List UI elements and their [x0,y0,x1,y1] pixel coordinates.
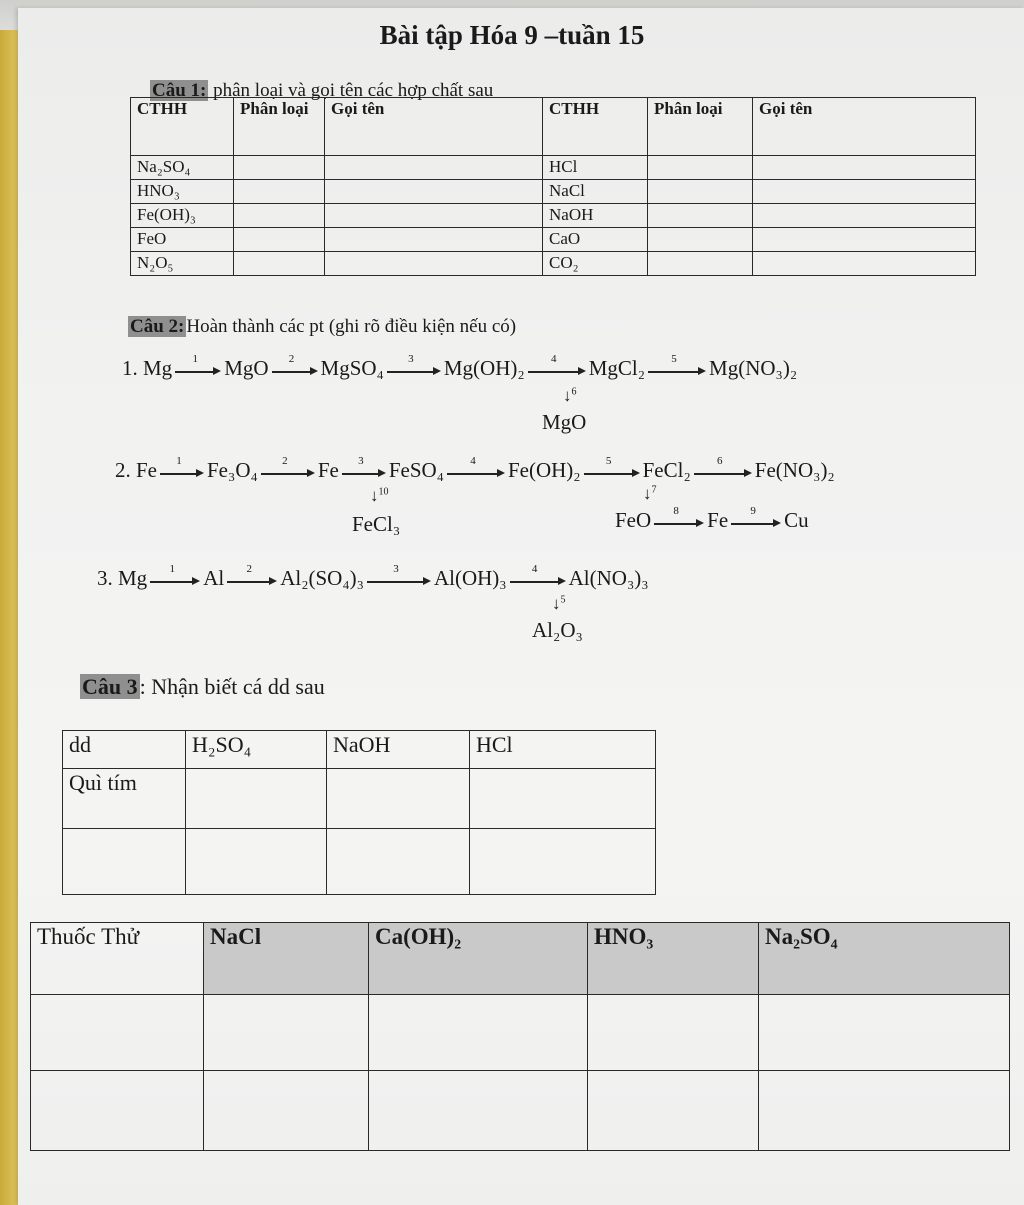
step-number: 6 [717,455,723,468]
eq1-branch-product: MgO [542,410,587,434]
step-number: 1 [169,563,175,576]
eq3-species: Al [203,566,225,590]
q1-answer-cell[interactable] [234,252,325,276]
q3t1-row-label: Quì tím [63,769,186,829]
step-number: 3 [358,455,364,468]
q3t2-answer-cell[interactable] [369,1071,588,1151]
q3t1-header: NaOH [327,731,470,769]
eq2-branch-species: Fe [707,508,729,532]
q1-answer-cell[interactable] [234,228,325,252]
reaction-arrow [150,563,200,587]
reaction-arrow [510,563,566,587]
step-number: 4 [531,563,538,576]
eq1-species: MgCl₂ [588,356,646,380]
q1-answer-cell[interactable] [648,180,753,204]
q1-tag: Câu 1: [152,80,207,101]
eq1-label: 1. [122,356,138,380]
q3t2-answer-cell[interactable] [588,995,759,1071]
reaction-arrow [584,455,640,479]
q1-formula-cell: Fe(OH)₃ [131,204,234,228]
q1-answer-cell[interactable] [234,204,325,228]
q1-formula-cell: HNO₃ [131,180,234,204]
reaction-arrow [528,353,586,377]
q2-heading [128,316,516,338]
eq1-species: MgSO₄ [320,356,384,380]
q1-header-name-left: Gọi tên [325,98,543,156]
q1-answer-cell[interactable] [753,180,976,204]
reaction-arrow [272,353,318,377]
q1-formula-cell: NaOH [543,204,648,228]
reaction-arrow [731,505,781,529]
eq2-species: FeSO₄ [388,458,444,482]
step-number: 8 [673,505,679,518]
eq3-species: Al(OH)₃ [433,566,507,590]
q1-formula-cell: HCl [543,156,648,180]
q3t1-header: H₂SO₄ [186,731,327,769]
q3-text: : Nhận biết cá dd sau [139,674,325,699]
eq2-label: 2. [115,458,131,482]
q3t2-answer-cell[interactable] [588,1071,759,1151]
step-number: 4 [550,353,557,366]
reaction-arrow [694,455,752,479]
q1-answer-cell[interactable] [234,156,325,180]
eq1-species: Mg [143,356,173,380]
q3t1-answer-cell[interactable] [470,769,656,829]
q1-header-name-right: Gọi tên [753,98,976,156]
page-title: Bài tập Hóa 9 –tuần 15 [379,20,645,50]
eq3-branch-arrow: ↓$^5$ [552,594,566,613]
step-number: 9 [750,505,756,518]
reaction-arrow [261,455,315,479]
q3t2-answer-cell[interactable] [204,995,369,1071]
eq3-species: Al(NO₃)₃ [568,566,649,590]
q2-text: Hoàn thành các pt (ghi rõ điều kiện nếu có) [186,316,517,337]
q1-answer-cell[interactable] [325,204,543,228]
q3t2-answer-cell[interactable] [31,1071,204,1151]
step-number: 5 [560,594,566,606]
q3t2-header: HNO₃ [588,923,759,995]
reaction-arrow [387,353,441,377]
q1-answer-cell[interactable] [648,228,753,252]
equation-3 [97,563,649,591]
q1-formula-cell: Na₂SO₄ [131,156,234,180]
eq3-species: Al₂(SO₄)₃ [280,566,364,590]
step-number: 4 [470,455,476,468]
q1-answer-cell[interactable] [234,180,325,204]
eq2-species: Fe(NO₃)₂ [754,458,835,482]
q1-answer-cell[interactable] [753,228,976,252]
q1-table [130,97,976,276]
eq2-species: Fe(OH)₂ [507,458,581,482]
eq2-branch1-product: FeCl₃ [352,512,401,536]
eq2-species: Fe₃O₄ [207,458,258,482]
step-number: 1 [192,353,198,366]
q1-header-formula-left: CTHH [131,98,234,156]
step-number: 3 [393,563,399,576]
q3t1-answer-cell[interactable] [63,829,186,895]
step-number: 2 [282,455,288,468]
q1-answer-cell[interactable] [753,204,976,228]
q1-formula-cell: NaCl [543,180,648,204]
q1-text: phân loại và gọi tên các hợp chất sau [208,80,494,101]
q3t1-answer-cell[interactable] [186,829,327,895]
q1-formula-cell: N₂O₅ [131,252,234,276]
q1-header-class-right: Phân loại [648,98,753,156]
q3t1-answer-cell[interactable] [327,829,470,895]
q1-answer-cell[interactable] [648,204,753,228]
q3t2-header: Ca(OH)₂ [369,923,588,995]
eq1-branch-arrow: ↓$^6$ [563,386,577,405]
q1-formula-cell: CO₂ [543,252,648,276]
eq2-species: FeCl₂ [642,458,691,482]
q3t2-answer-cell[interactable] [759,1071,1010,1151]
q3-heading [80,674,325,700]
q3t2-header: Thuốc Thử [31,923,204,995]
step-number: 1 [176,455,182,468]
q1-formula-cell: CaO [543,228,648,252]
q1-header-class-left: Phân loại [234,98,325,156]
q1-answer-cell[interactable] [648,252,753,276]
eq2-branch2-arrow: ↓$^7$ [643,484,657,503]
reaction-arrow [342,455,386,479]
reaction-arrow [648,353,706,377]
q3t1-answer-cell[interactable] [186,769,327,829]
reaction-arrow [447,455,505,479]
eq3-species: Mg [118,566,148,590]
step-number: 3 [408,353,414,366]
q1-answer-cell[interactable] [325,228,543,252]
reaction-arrow [654,505,704,529]
eq2-branch-species: Cu [784,508,809,532]
q3t1-header: HCl [470,731,656,769]
q3t2-header: NaCl [204,923,369,995]
eq1-species: MgO [224,356,269,380]
q3-table-1 [62,730,656,895]
q3t2-answer-cell[interactable] [759,995,1010,1071]
q1-header-formula-right: CTHH [543,98,648,156]
q1-answer-cell[interactable] [753,156,976,180]
q2-tag: Câu 2: [130,316,185,337]
q3t2-answer-cell[interactable] [369,995,588,1071]
q3t1-header: dd [63,731,186,769]
q1-answer-cell[interactable] [325,156,543,180]
reaction-arrow [227,563,277,587]
eq2-branch2-chain [615,505,809,533]
step-number: 5 [671,353,677,366]
q3t2-header: Na₂SO₄ [759,923,1010,995]
q3t2-answer-cell[interactable] [204,1071,369,1151]
eq1-species: Mg(NO₃)₂ [709,356,798,380]
q1-answer-cell[interactable] [325,180,543,204]
eq2-species: Fe [317,458,339,482]
equation-2 [115,455,835,483]
q1-answer-cell[interactable] [753,252,976,276]
q3t1-answer-cell[interactable] [470,829,656,895]
eq2-branch-species: FeO [615,508,652,532]
step-number: 2 [288,353,295,366]
eq1-species: Mg(OH)₂ [443,356,525,380]
step-number: 7 [651,484,657,496]
q3t2-answer-cell[interactable] [31,995,204,1071]
eq3-branch-product: Al₂O₃ [532,618,583,642]
q3-tag: Câu 3 [82,674,138,699]
step-number: 6 [571,386,577,398]
eq2-species: Fe [136,458,157,482]
step-number: 10 [378,486,389,498]
eq2-branch1-arrow: ↓$^{10}$ [370,486,389,505]
reaction-arrow [160,455,204,479]
q1-answer-cell[interactable] [325,252,543,276]
step-number: 2 [246,563,252,576]
reaction-arrow [367,563,431,587]
q3-table-2 [30,922,1010,1151]
q1-formula-cell: FeO [131,228,234,252]
reaction-arrow [175,353,221,377]
eq3-label: 3. [97,566,113,590]
step-number: 5 [605,455,612,468]
equation-1 [122,353,798,381]
q1-answer-cell[interactable] [648,156,753,180]
q3t1-answer-cell[interactable] [327,769,470,829]
